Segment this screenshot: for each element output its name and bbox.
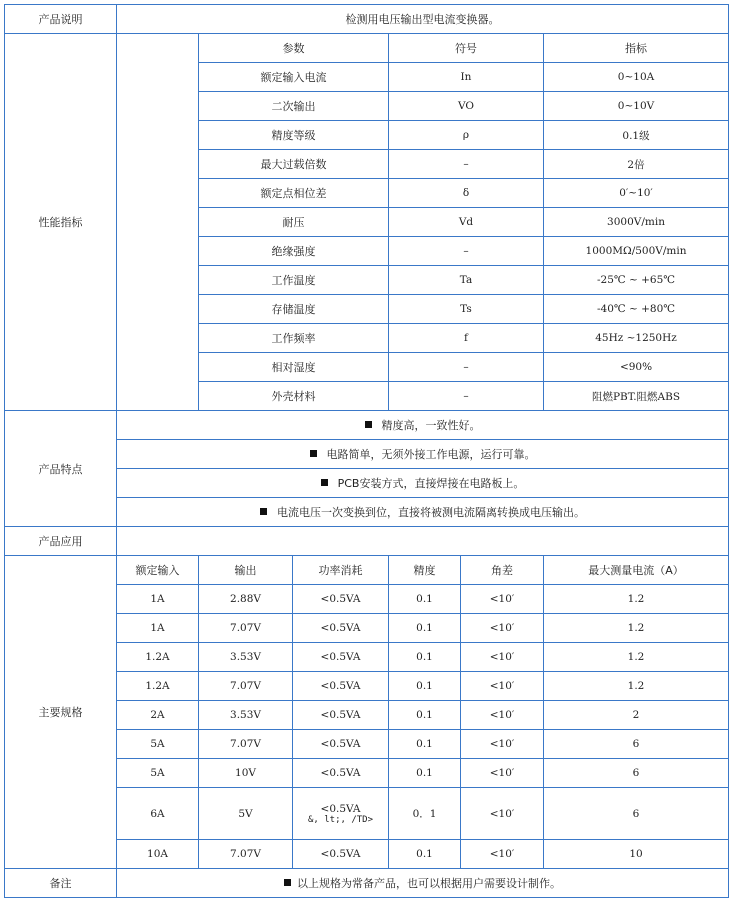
feature-item (117, 469, 729, 498)
specs-header-output: 输出 (199, 556, 293, 585)
spec-power-cell: <0.5VA (293, 585, 389, 614)
perf-value-cell: 阻燃PBT.阻燃ABS (544, 382, 729, 411)
spec-angle-cell: <10′ (461, 701, 544, 730)
spec-accuracy-cell: 0.1 (389, 614, 461, 643)
perf-param-cell: 额定点相位差 (199, 179, 389, 208)
perf-symbol-cell: – (389, 237, 544, 266)
spec-max-current-cell: 1.2 (544, 585, 729, 614)
perf-param-cell: 外壳材料 (199, 382, 389, 411)
spec-power-cell: <0.5VA (293, 701, 389, 730)
spec-power-cell: <0.5VA (293, 759, 389, 788)
perf-param-cell: 最大过载倍数 (199, 150, 389, 179)
spec-max-current-cell: 2 (544, 701, 729, 730)
blank-cell (117, 324, 199, 353)
spec-accuracy-cell: 0.1 (389, 701, 461, 730)
perf-symbol-cell: VO (389, 92, 544, 121)
perf-value-cell: 2倍 (544, 150, 729, 179)
perf-param-cell: 存储温度 (199, 295, 389, 324)
spec-angle-cell: <10′ (461, 840, 544, 869)
application-label: 产品应用 (5, 527, 117, 556)
spec-accuracy-cell: 0.1 (389, 643, 461, 672)
bullet-icon (260, 508, 267, 515)
perf-symbol-cell: Vd (389, 208, 544, 237)
bullet-icon (321, 479, 328, 486)
blank-cell (117, 353, 199, 382)
blank-cell (117, 92, 199, 121)
spec-output-cell: 3.53V (199, 643, 293, 672)
perf-param-cell: 耐压 (199, 208, 389, 237)
blank-cell (117, 295, 199, 324)
spec-output-cell: 7.07V (199, 672, 293, 701)
spec-max-current-cell: 6 (544, 759, 729, 788)
perf-value-cell: 45Hz ~1250Hz (544, 324, 729, 353)
bullet-icon (284, 879, 291, 886)
blank-cell (117, 121, 199, 150)
perf-param-cell: 额定输入电流 (199, 63, 389, 92)
spec-accuracy-cell: 0.1 (389, 730, 461, 759)
perf-symbol-cell: In (389, 63, 544, 92)
blank-cell (117, 150, 199, 179)
spec-angle-cell: <10′ (461, 759, 544, 788)
specs-header-accuracy: 精度 (389, 556, 461, 585)
perf-param-cell: 工作频率 (199, 324, 389, 353)
perf-value-cell: 0~10V (544, 92, 729, 121)
spec-power-cell (293, 788, 389, 840)
spec-input-cell: 1A (117, 585, 199, 614)
perf-value-cell: 0.1级 (544, 121, 729, 150)
perf-param-cell: 绝缘强度 (199, 237, 389, 266)
spec-output-cell: 2.88V (199, 585, 293, 614)
spec-input-cell: 10A (117, 840, 199, 869)
perf-param-cell: 二次输出 (199, 92, 389, 121)
spec-max-current-cell: 6 (544, 730, 729, 759)
features-label: 产品特点 (5, 411, 117, 527)
perf-symbol-cell: – (389, 382, 544, 411)
spec-power-cell: <0.5VA (293, 614, 389, 643)
spec-accuracy-cell: 0.1 (389, 672, 461, 701)
intro-row (5, 5, 729, 34)
remarks-text: 以上规格为常备产品，也可以根据用户需要设计制作。 (297, 877, 562, 890)
remarks-row (5, 869, 729, 898)
specs-header-power: 功率消耗 (293, 556, 389, 585)
intro-label: 产品说明 (5, 5, 117, 34)
remarks-content (117, 869, 729, 898)
feature-text: 电流电压一次变换到位，直接将被测电流隔离转换成电压输出。 (277, 506, 586, 519)
perf-header-value: 指标 (544, 34, 729, 63)
spec-output-cell: 5V (199, 788, 293, 840)
spec-power-cell: <0.5VA (293, 730, 389, 759)
feature-text: 精度高，一致性好。 (381, 419, 481, 432)
spec-accuracy-cell: 0．1 (389, 788, 461, 840)
spec-angle-cell: <10′ (461, 788, 544, 840)
spec-input-cell: 5A (117, 730, 199, 759)
spec-output-cell: 10V (199, 759, 293, 788)
spec-angle-cell: <10′ (461, 672, 544, 701)
specs-header-input: 额定输入 (117, 556, 199, 585)
spec-max-current-cell: 6 (544, 788, 729, 840)
spec-power-cell: <0.5VA (293, 643, 389, 672)
perf-header-symbol: 符号 (389, 34, 544, 63)
perf-header-row (5, 34, 729, 63)
spec-power-cell: <0.5VA (293, 672, 389, 701)
blank-cell (117, 63, 199, 92)
spec-input-cell: 6A (117, 788, 199, 840)
feature-text: 电路简单，无须外接工作电源，运行可靠。 (326, 448, 536, 461)
power-note: &, lt;, /TD> (307, 814, 374, 825)
blank-cell (117, 237, 199, 266)
spec-input-cell: 5A (117, 759, 199, 788)
specs-header-row (5, 556, 729, 585)
perf-param-cell: 精度等级 (199, 121, 389, 150)
perf-param-cell: 相对湿度 (199, 353, 389, 382)
spec-input-cell: 1.2A (117, 672, 199, 701)
perf-symbol-cell: – (389, 353, 544, 382)
spec-input-cell: 1A (117, 614, 199, 643)
spec-accuracy-cell: 0.1 (389, 759, 461, 788)
spec-accuracy-cell: 0.1 (389, 585, 461, 614)
spec-angle-cell: <10′ (461, 585, 544, 614)
application-text (117, 527, 729, 556)
spec-angle-cell: <10′ (461, 730, 544, 759)
perf-label: 性能指标 (5, 34, 117, 411)
perf-symbol-cell: – (389, 150, 544, 179)
perf-header-param: 参数 (199, 34, 389, 63)
perf-value-cell: 0~10A (544, 63, 729, 92)
perf-value-cell: 1000MΩ/500V/min (544, 237, 729, 266)
specs-header-max-current: 最大测量电流（A） (544, 556, 729, 585)
bullet-icon (310, 450, 317, 457)
spec-max-current-cell: 1.2 (544, 672, 729, 701)
intro-text: 检测用电压输出型电流变换器。 (117, 5, 729, 34)
spec-power-cell: <0.5VA (293, 840, 389, 869)
spec-output-cell: 3.53V (199, 701, 293, 730)
application-row (5, 527, 729, 556)
perf-param-cell: 工作温度 (199, 266, 389, 295)
perf-symbol-cell: f (389, 324, 544, 353)
spec-accuracy-cell: 0.1 (389, 840, 461, 869)
perf-value-cell: 3000V/min (544, 208, 729, 237)
spec-angle-cell: <10′ (461, 643, 544, 672)
bullet-icon (365, 421, 372, 428)
spec-input-cell: 2A (117, 701, 199, 730)
perf-symbol-cell: δ (389, 179, 544, 208)
perf-value-cell: 0′~10′ (544, 179, 729, 208)
specs-header-angle: 角差 (461, 556, 544, 585)
perf-value-cell: -40℃ ~ +80℃ (544, 295, 729, 324)
spec-output-cell: 7.07V (199, 730, 293, 759)
perf-symbol-cell: Ts (389, 295, 544, 324)
perf-symbol-cell: Ta (389, 266, 544, 295)
blank-cell (117, 179, 199, 208)
spec-max-current-cell: 1.2 (544, 614, 729, 643)
blank-cell (117, 208, 199, 237)
perf-value-cell: <90% (544, 353, 729, 382)
feature-item (117, 498, 729, 527)
power-value: <0.5VA (320, 802, 361, 815)
spec-output-cell: 7.07V (199, 840, 293, 869)
specs-label: 主要规格 (5, 556, 117, 869)
spec-max-current-cell: 1.2 (544, 643, 729, 672)
feature-row (5, 411, 729, 440)
perf-symbol-cell: ρ (389, 121, 544, 150)
blank-cell (117, 382, 199, 411)
spec-angle-cell: <10′ (461, 614, 544, 643)
feature-text: PCB安装方式，直接焊接在电路板上。 (337, 477, 525, 490)
spec-table (4, 4, 729, 898)
spec-input-cell: 1.2A (117, 643, 199, 672)
perf-value-cell: -25℃ ~ +65℃ (544, 266, 729, 295)
feature-item (117, 411, 729, 440)
spec-output-cell: 7.07V (199, 614, 293, 643)
spec-max-current-cell: 10 (544, 840, 729, 869)
remarks-label: 备注 (5, 869, 117, 898)
blank-cell (117, 266, 199, 295)
feature-item (117, 440, 729, 469)
